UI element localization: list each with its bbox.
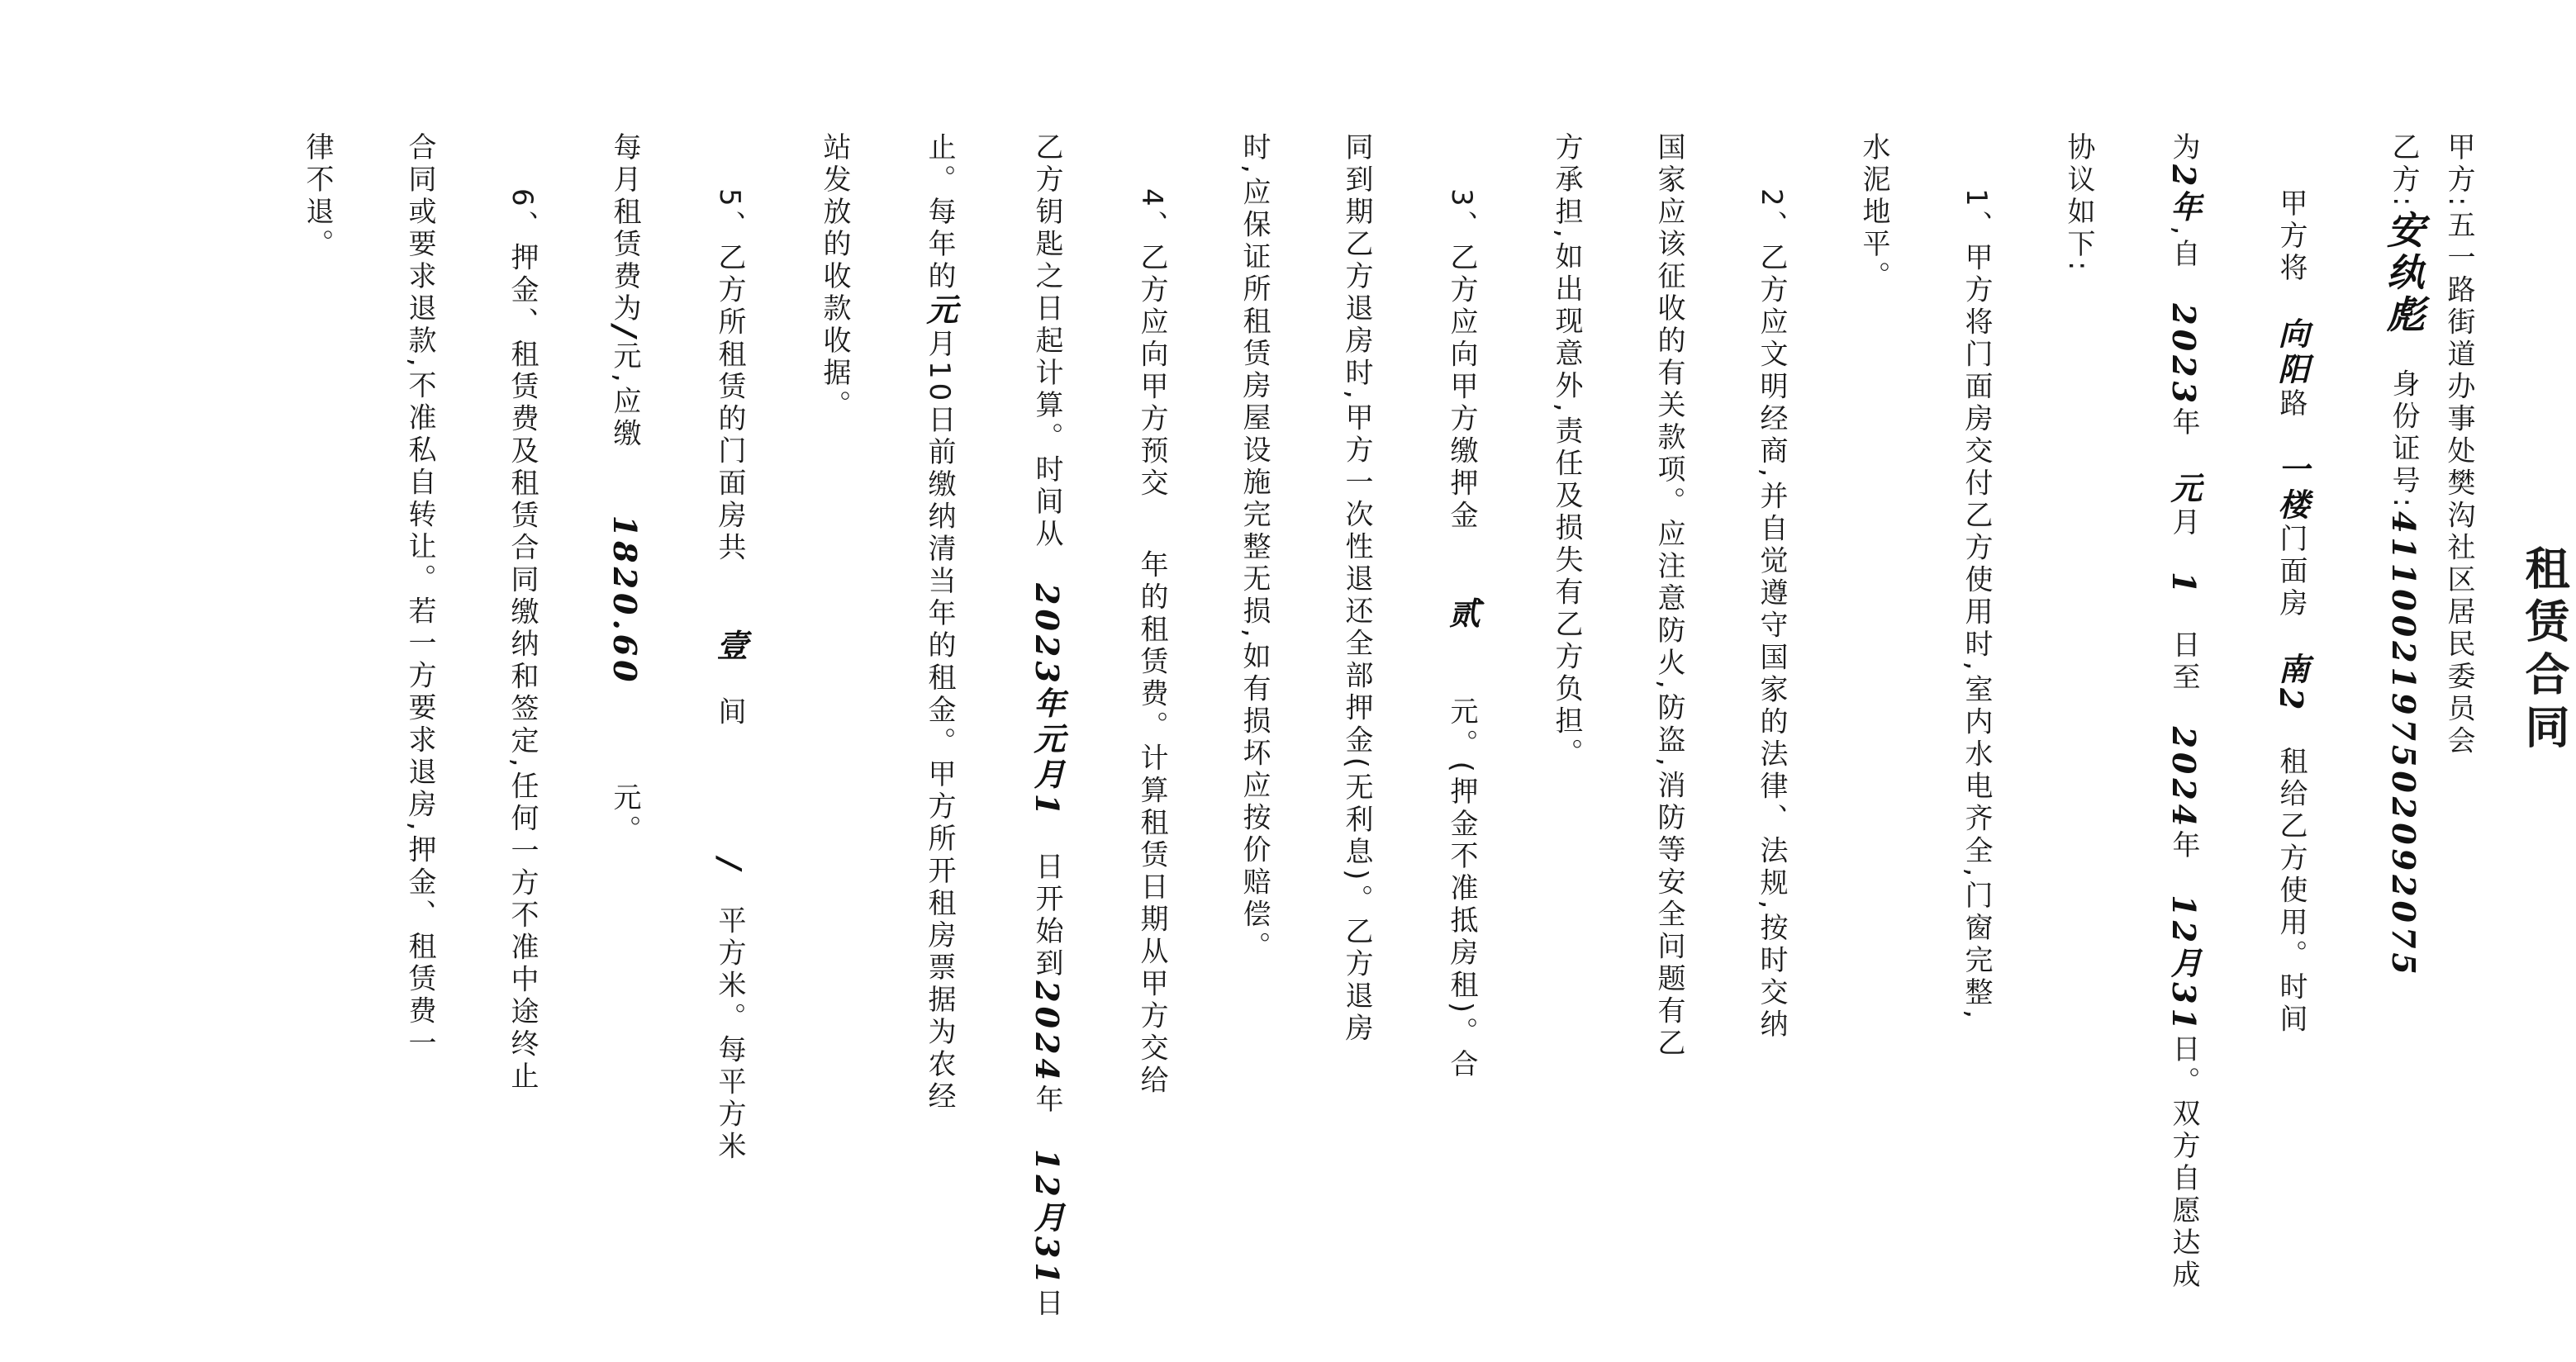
- clause-5-line-1: [707, 132, 753, 1231]
- building-floor: 一楼: [2273, 453, 2310, 524]
- party-b-label: 乙方:: [2387, 132, 2420, 211]
- intro-text: ,自: [2167, 225, 2200, 272]
- intro-line-1: [2269, 132, 2314, 1231]
- clause-3-line-2: 同到期乙方退房时,甲方一次性退还全部押金(无利息)。乙方退房: [1340, 132, 1373, 1046]
- to-year: 2024: [1029, 980, 1066, 1084]
- start-month: 元: [2165, 472, 2203, 508]
- intro-text: 租给乙方使用。时间: [2274, 746, 2307, 1037]
- lease-term: 2年: [2165, 164, 2203, 226]
- intro-text: 月: [2167, 507, 2200, 540]
- intro-text: 甲方将: [2274, 188, 2307, 285]
- clause-2-line-3: 方承担,如出现意外,责任及损失有乙方负担。: [1550, 132, 1583, 771]
- unit-rent: /: [606, 325, 644, 341]
- id-label: 身份证号:: [2387, 368, 2420, 511]
- intro-text: 门面房: [2274, 524, 2307, 620]
- clause-text: 止。每年的: [923, 132, 956, 293]
- clause-text: 元。(押金不准抵房租)。合: [1445, 696, 1478, 1082]
- party-b-line: [2376, 132, 2431, 1231]
- clause-text: 元,应缴: [608, 340, 641, 451]
- clause-text: 年的租赁费。计算租赁日期从甲方交给: [1135, 549, 1168, 1098]
- clause-2-line-2: 国家应该征收的有关款项。应注意防火,防盗,消防等安全问题有乙: [1652, 132, 1685, 1061]
- clause-text: 日: [1030, 1288, 1063, 1321]
- clause-4-line-1: [1132, 132, 1172, 1231]
- area-value: /: [711, 857, 749, 874]
- to-date: 12月31: [1029, 1148, 1066, 1288]
- clause-text: 每月租赁费为: [608, 132, 641, 325]
- party-a-line: 甲方:五一路街道办事处樊沟社区居民委员会: [2442, 132, 2475, 758]
- clause-text: 5、乙方所租赁的门面房共: [713, 188, 746, 565]
- clause-1-line-1: 1、甲方将门面房交付乙方使用时,室内水电齐全,门窗完整,: [1960, 188, 1993, 1023]
- clause-text: 平方米。每平方米: [713, 905, 746, 1164]
- contract-text: [235, 132, 2576, 1321]
- clause-text: 月10日前缴纳清当年的租金。甲方所开租房票据为农经: [923, 329, 956, 1114]
- clause-1-line-2: 水泥地平。: [1857, 132, 1890, 293]
- clause-5-line-2: [605, 132, 645, 1231]
- clause-text: 日开始到: [1030, 852, 1063, 981]
- intro-text: 日至: [2167, 629, 2200, 695]
- intro-line-2: [2161, 132, 2207, 1293]
- intro-line-3: 协议如下:: [2062, 132, 2095, 275]
- intro-text: 为: [2167, 132, 2200, 164]
- deposit-amount: 贰: [1443, 596, 1480, 633]
- end-date: 12月31: [2165, 895, 2203, 1035]
- clause-6-line-3: 律不退。: [301, 132, 334, 261]
- clause-4-line-3: [917, 132, 962, 1231]
- clause-3-line-3: 时,应保证所租赁房屋设施完整无损,如有损坏应按价赔偿。: [1238, 132, 1271, 964]
- room-count: 壹: [711, 629, 749, 665]
- clause-text: 间: [713, 696, 746, 729]
- start-day: 1: [2165, 572, 2203, 598]
- intro-text: 年: [2167, 830, 2200, 863]
- intro-text: 年: [2167, 407, 2200, 440]
- party-b-signature: 安纨彪: [2381, 210, 2426, 337]
- end-year: 2024: [2165, 726, 2203, 831]
- room-number: 南2: [2273, 653, 2310, 714]
- start-year: 2023: [2165, 303, 2203, 408]
- clause-text: 元。: [608, 782, 641, 847]
- clause-text: 3、乙方应向甲方缴押金: [1445, 188, 1478, 533]
- intro-text: 日。双方自愿达成: [2167, 1034, 2200, 1293]
- clause-6-line-2: 合同或要求退款,不准私自转让。若一方要求退房,押金、租赁费一: [403, 132, 436, 1061]
- road-name: 向阳: [2273, 317, 2310, 388]
- clause-4-line-2: [1024, 132, 1070, 1321]
- from-date: 2023年元月1: [1029, 583, 1066, 820]
- clause-3-line-1: [1439, 132, 1485, 1231]
- total-rent: 1820.60: [606, 515, 644, 686]
- document-title: 租赁合同: [2518, 545, 2570, 757]
- intro-text: 路: [2274, 388, 2307, 420]
- clause-4-line-4: 站发放的收款收据。: [818, 132, 851, 422]
- clause-6-line-1: 6、押金、租赁费及租赁合同缴纳和签定,任何一方不准中途终止: [506, 188, 539, 1094]
- clause-text: 年: [1030, 1084, 1063, 1117]
- payment-month: 元: [921, 293, 958, 329]
- clause-text: 乙方钥匙之日起计算。时间从: [1030, 132, 1063, 551]
- clause-text: 4、乙方应向甲方预交: [1135, 188, 1168, 501]
- clause-2-line-1: 2、乙方应文明经商,并自觉遵守国家的法律、法规,按时交纳: [1755, 188, 1788, 1042]
- id-number: 411002197502092075: [2385, 510, 2422, 979]
